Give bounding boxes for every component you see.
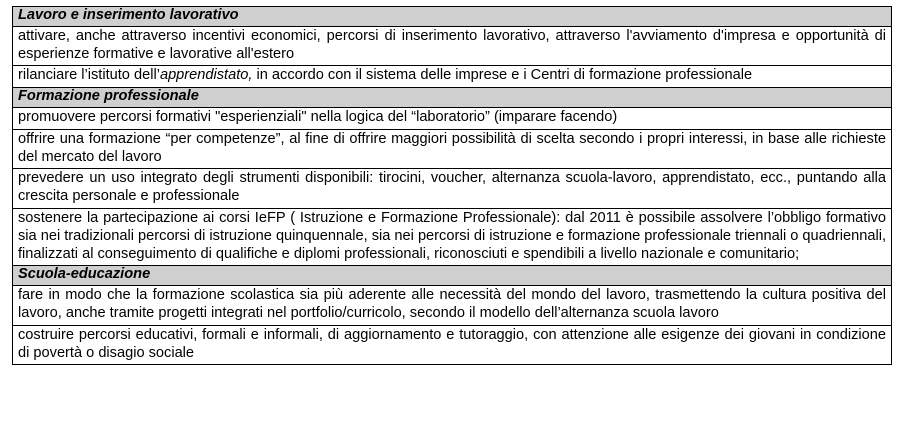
row-text-apprendistato: [13, 66, 892, 88]
table-row: [13, 169, 892, 209]
row-text-part: in accordo con il sistema delle imprese e i Centri di formazione professionale: [252, 67, 753, 84]
row-text: attivare, anche attraverso incentivi economici, percorsi di inserimento lavorativo, attraverso l'avviamento d'impresa e opportunità di esperienze formative e lavorative all'estero: [13, 26, 892, 66]
row-text-part: rilanciare l’istituto dell’: [18, 67, 160, 84]
row-text: costruire percorsi educativi, formali e informali, di aggiornamento e tutoraggio, con attenzione alle esigenze dei giovani in condizione di povertà o disagio sociale: [13, 325, 892, 365]
table-row: [13, 107, 892, 129]
section-heading-lavoro: Lavoro e inserimento lavorativo: [13, 7, 892, 27]
section-heading-formazione: Formazione professionale: [13, 88, 892, 108]
section-heading-row: [13, 88, 892, 108]
section-heading-row: [13, 266, 892, 286]
policy-table: [12, 6, 892, 365]
row-text-italic: apprendistato,: [159, 67, 253, 84]
section-heading-scuola: Scuola‐educazione: [13, 266, 892, 286]
row-text: fare in modo che la formazione scolastica sia più aderente alle necessità del mondo del lavoro, trasmettendo la cultura positiva del lavoro, anche tramite progetti integrati nel portfolio/curricolo, secondo il modello dell’alternanza scuola lavoro: [13, 286, 892, 326]
section-heading-row: [13, 7, 892, 27]
table-row: [13, 286, 892, 326]
table-row: [13, 66, 892, 88]
row-text: prevedere un uso integrato degli strumenti disponibili: tirocini, voucher, alternanza scuola‐lavoro, apprendistato, ecc., puntando alla crescita personale e professionale: [13, 169, 892, 209]
table-row: [13, 208, 892, 265]
row-text: sostenere la partecipazione ai corsi IeFP ( Istruzione e Formazione Professionale): dal 2011 è possibile assolvere l’obbligo formativo sia nei tradizionali percorsi di istruzione quinquennale, sia nei percorsi di istruzione e formazione professionale triennali o quadriennali, finalizzati al conseguimento di qualifiche e diplomi professionali, riconosciuti e spendibili a livello nazionale e comunitario;: [13, 208, 892, 265]
table-row: [13, 129, 892, 169]
table-row: [13, 325, 892, 365]
row-text: promuovere percorsi formativi "esperienziali" nella logica del “laboratorio” (imparare facendo): [13, 107, 892, 129]
row-text: offrire una formazione “per competenze”, al fine di offrire maggiori possibilità di scelta secondo i propri interessi, in base alle richieste del mercato del lavoro: [13, 129, 892, 169]
table-row: [13, 26, 892, 66]
